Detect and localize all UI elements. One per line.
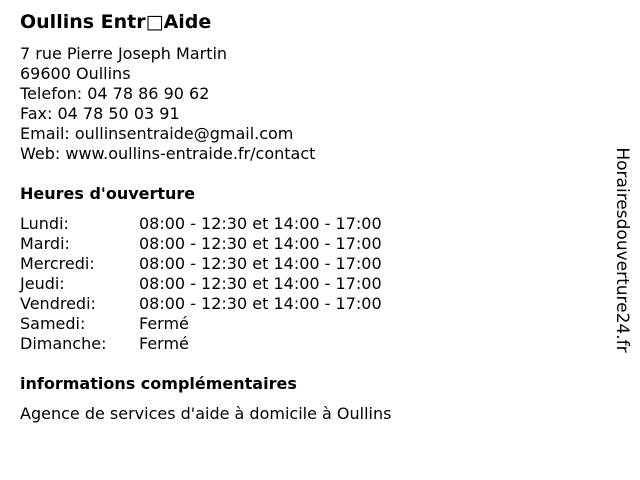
hours-row-vendredi: [20, 294, 440, 314]
additional-info-text: Agence de services d'aide à domicile à Oullins: [20, 404, 392, 423]
day-hours: 08:00 - 12:30 et 14:00 - 17:00: [139, 214, 382, 233]
hours-row-samedi: [20, 314, 440, 334]
day-hours: 08:00 - 12:30 et 14:00 - 17:00: [139, 294, 382, 313]
day-label: Samedi:: [20, 314, 86, 333]
hours-row-jeudi: [20, 274, 440, 294]
phone-number: Telefon: 04 78 86 90 62: [20, 84, 210, 103]
day-label: Mardi:: [20, 234, 70, 253]
day-hours: 08:00 - 12:30 et 14:00 - 17:00: [139, 274, 382, 293]
opening-hours-table: [20, 214, 440, 354]
day-hours: Fermé: [139, 334, 189, 353]
address-city: 69600 Oullins: [20, 64, 131, 83]
contact-block: [20, 44, 315, 164]
hours-row-lundi: [20, 214, 440, 234]
website-url: Web: www.oullins-entraide.fr/contact: [20, 144, 316, 163]
fax-number: Fax: 04 78 50 03 91: [20, 104, 180, 123]
day-label: Dimanche:: [20, 334, 107, 353]
day-label: Lundi:: [20, 214, 69, 233]
hours-row-dimanche: [20, 334, 440, 354]
day-label: Mercredi:: [20, 254, 95, 273]
day-hours: Fermé: [139, 314, 189, 333]
site-watermark: Horairesdouverture24.fr: [612, 147, 632, 353]
business-name: Oullins Entr□Aide: [20, 11, 212, 33]
day-label: Jeudi:: [20, 274, 65, 293]
day-label: Vendredi:: [20, 294, 96, 313]
address-street: 7 rue Pierre Joseph Martin: [20, 44, 228, 63]
day-hours: 08:00 - 12:30 et 14:00 - 17:00: [139, 254, 382, 273]
hours-row-mercredi: [20, 254, 440, 274]
email-address: Email: oullinsentraide@gmail.com: [20, 124, 294, 143]
day-hours: 08:00 - 12:30 et 14:00 - 17:00: [139, 234, 382, 253]
hours-row-mardi: [20, 234, 440, 254]
additional-info-heading: informations complémentaires: [20, 374, 297, 393]
opening-hours-heading: Heures d'ouverture: [20, 184, 196, 203]
